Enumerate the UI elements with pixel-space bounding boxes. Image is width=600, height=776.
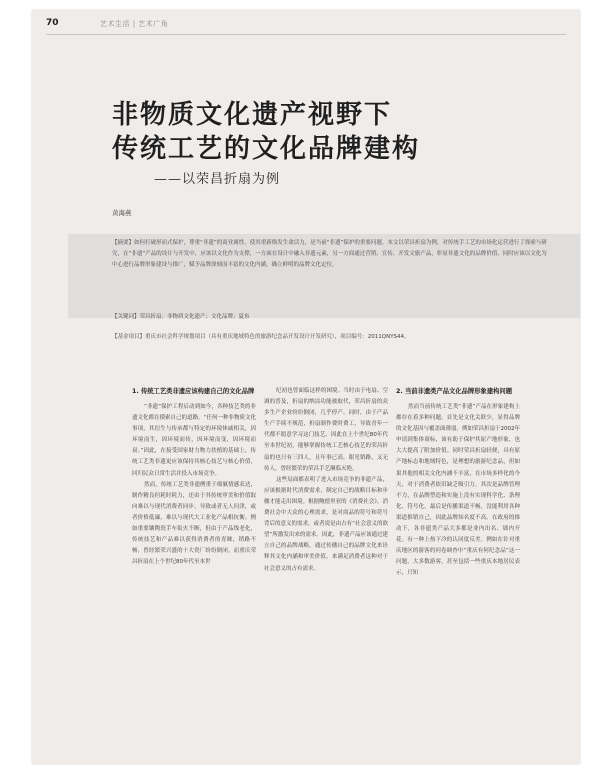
section-heading-1: 1. 传统工艺类非遗应该构建自己的文化品牌 <box>132 388 255 395</box>
body-column-1 <box>132 386 256 568</box>
page-number: 70 <box>46 18 59 28</box>
journal-page <box>32 10 580 764</box>
section-heading-2: 2. 当前非遗类产品文化品牌形象建构问题 <box>396 388 513 395</box>
header-rule <box>46 34 566 35</box>
body-paragraph: 然而当前传统工艺类“非遗”产品在形象建构上都存在着多种问题。首先是文化关联少，显得品牌的文化基因与覆盖面薄弱。例如荣昌折扇于2002年申请到集体商标，该有助于保护其原产地形象，也大大提高了附加价值。同时荣昌折扇轻便，具有原产地标志和地域特色，是理想的旅游纪念品，但如果其他的相关文化内涵不丰富，在市场多样化的今天，对于消费者依旧缺乏吸引力。其次是品牌管理不力，在品牌塑造和实施上没有实现科学化、条理化、符号化。最后是传播渠道不畅，没能利用各种渠道推销自己，因此品牌知名度不高。在政府的推动下，各非遗类产品大多都是业内出名、墙内开花。有一种上热下冷的认同度反差。例如在针对重庆地区的游客的问卷调查中“重庆有何纪念品”这一问题，大多数游客，甚至包括一些重庆本地居民表示，只知 <box>396 404 520 577</box>
body-column-2 <box>264 386 388 575</box>
author-name: 黄海燕 <box>112 209 132 217</box>
keywords-text: 【关键词】荣昌折扇；非物质文化遗产；文化品牌；夏布 <box>112 314 250 320</box>
body-column-3 <box>396 386 520 580</box>
body-paragraph: 这些局面都表明了进入市场竞争的非遗产品，应该根据时代消费需求，制定自己的战略目标和步骤才能走出困境。根据鲍德里亚的《消费社会》，消费社会中大众的心理需求，是对商品的符号和符号背后的意义的需求，或者说是由占有“社会意义的欲望”所激发出来的需求。因此，非遗产品应该通过建立自己的品牌战略，通过传播自己的品牌文化来诠释其文化内涵和审美价值，来满足消费者这种对于社会意义的占有需求。 <box>264 476 388 572</box>
body-paragraph: 纪初也曾面临这样的困境。当时由于电扇、空调的普及，折扇的纳凉功能被取代，荣昌折扇的众多生产企业纷纷倒闭，几乎停产。同时，由于产品生产手续不规范，折扇制作费时费工，导致青年一代都不愿意学习这门技艺。因此在上个世纪80年代至本世纪初，能够掌握传统工艺核心技艺的荣昌折扇的也只有三四人，且年事已高。眼见销路，又无传人，曾经繁荣的荣昌手艺濒临灭绝。 <box>264 388 388 472</box>
page-header <box>46 18 566 34</box>
body-paragraph: 然而，传统工艺类非遗例重于细腻情感表达，制作精良但耗时耗力，还由于其传统审美和价值取向难以与现代消费者同步，导致或者无人问津，或者价格低廉，难以与现代大工业化产品相抗衡。例如重要镶陶瓷手车街火不断，但由于产品线老化，传统技艺和产品难以获得消费者的青睐，销路不畅，曾经繁荣兴盛的十大瓷厂纷纷倒闭。而重庆荣昌折扇在上个世纪80年代至本世 <box>132 481 256 566</box>
abstract-text: 【摘要】如何打破形而式保护，尊重“非遗”的商业属性，使其重新焕发生命活力，是当前“非遗”保护的重要问题。本文以荣昌折扇为例，对传统手工艺的市场化运营进行了探索与研究，在“非遗”产品的设计与开发中，应该以文化作为支撑，一方面在设计中融入非遗元素，另一方面通过营销、宣传、开发文旅产品，彰显非遗文化的品牌价值，同时应该以文化为中心进行品牌形象建设与推广，赋予品牌深刻而丰富的文化内涵，确立鲜明的品牌文化定位。 <box>112 240 547 268</box>
body-paragraph: “非遗”保护工程启动到如今，各种技艺类的非遗文化都在摸索自己的道路。“任何一种非物质文化事项，其衍生与传承都与特定的环境休戚相关，因环境而生，因环境而传，因环境而变，因环境而衰。”因此，在接受国家财力物力扶植的基础上，传统工艺类非遗更应该保持其核心技艺与核心价值，回归民众日常生活并投入市场竞争。 <box>132 404 256 477</box>
title-line-2: 传统工艺的文化品牌建构 <box>112 134 421 164</box>
article-title <box>112 98 532 166</box>
article-subtitle: ——以荣昌折扇为例 <box>154 172 281 187</box>
fund-text: 【基金项目】重庆市社会科学规划项目（具有重庆地域特色的旅游纪念品开发设计开发研究），项目编号：2011QNYS44。 <box>112 334 410 340</box>
title-line-1: 非物质文化遗产视野下 <box>112 100 393 130</box>
section-label: 艺术生活 | 艺术广角 <box>100 20 169 28</box>
